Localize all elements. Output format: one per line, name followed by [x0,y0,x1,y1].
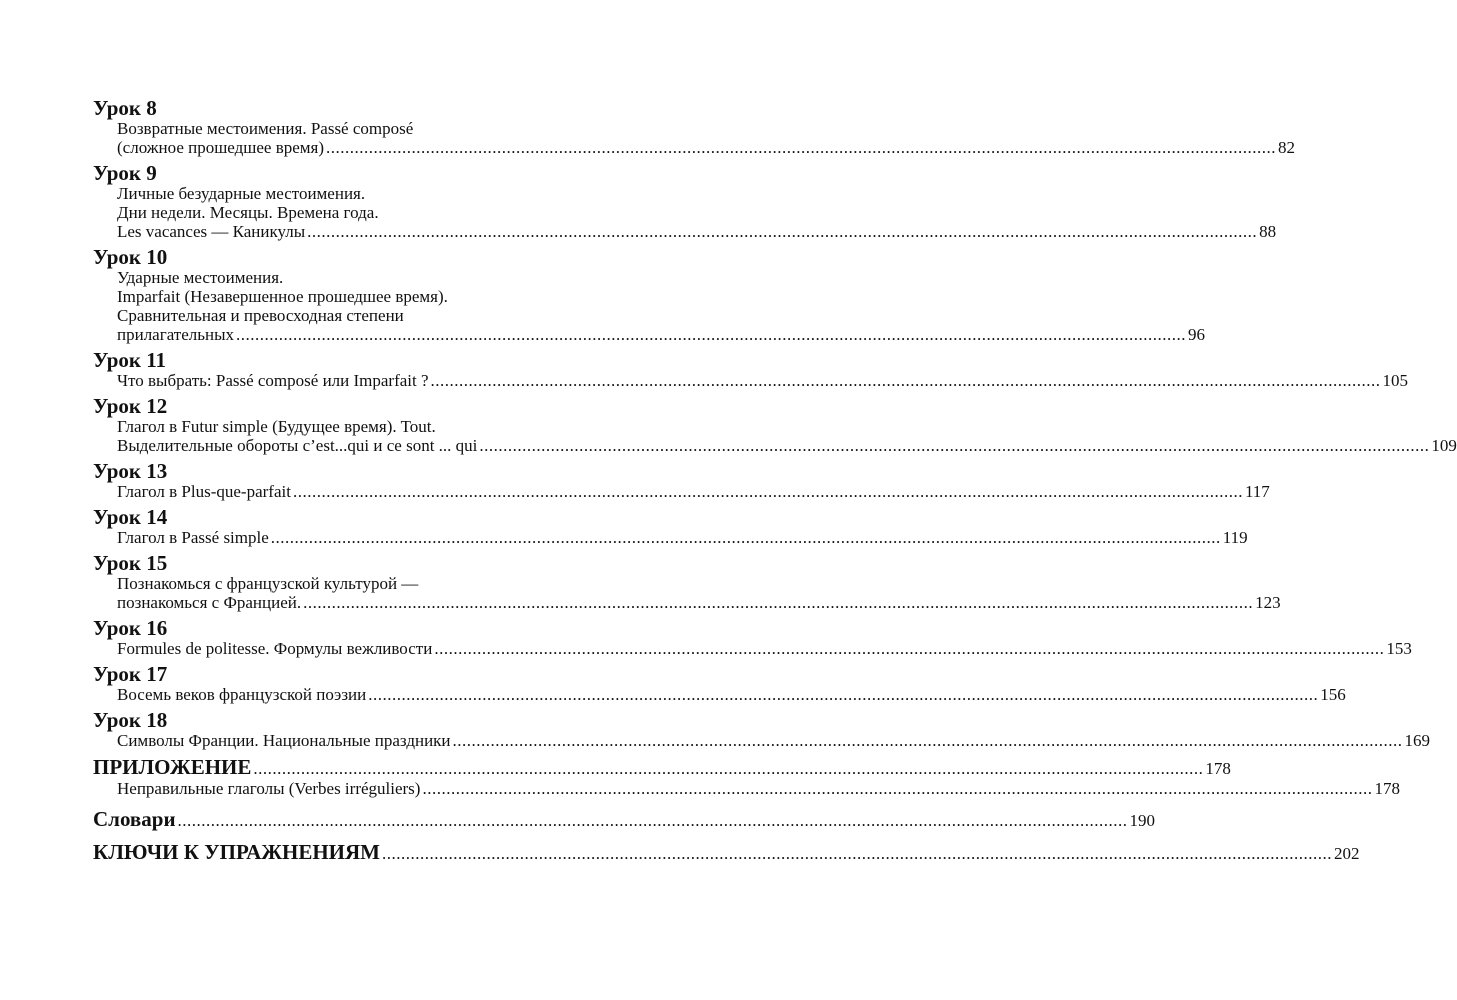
lesson-entry [93,459,1270,501]
lesson-topic-line: Познакомься с французской культурой — [117,574,419,593]
leader-dots: ........................................................................................................................................................................................................ [479,436,1430,455]
keys-row [93,840,1360,864]
leader-dots: ........................................................................................................................................................................................................ [326,138,1277,157]
leader-dots: ........................................................................................................................................................................................................ [307,222,1258,241]
appendix-sub-page: 178 [1374,779,1400,798]
lesson-topic-text: Восемь веков французской поэзии [117,685,367,704]
lesson-topic-text: Les vacances — Каникулы [117,222,306,241]
lesson-topic-text: познакомься с Францией. [117,593,302,612]
lesson-topic-last-line [93,685,1346,704]
lesson-title: Урок 12 [93,394,168,418]
page-number: 117 [1244,482,1270,501]
lesson-entry [93,161,1277,241]
lesson-title: Урок 9 [93,161,157,185]
lesson-title: Урок 11 [93,348,167,372]
appendix-section [93,755,1400,798]
lesson-topic-last-line [93,436,1457,455]
appendix-sub-entry [93,779,1400,798]
table-of-contents [93,96,1457,869]
lesson-title: Урок 13 [93,459,168,483]
lesson-topic-line: Imparfait (Незавершенное прошедшее время). [117,287,448,306]
lesson-topic-line: Дни недели. Месяцы. Времена года. [117,203,379,222]
appendix-row [93,755,1231,779]
lesson-topic-last-line [93,731,1431,750]
leader-dots: ........................................................................................................................................................................................................ [422,779,1373,798]
page-number: 153 [1386,639,1412,658]
lesson-topic-line: Ударные местоимения. [117,268,284,287]
appendix-page: 178 [1205,759,1231,778]
lesson-entry [93,394,1457,455]
lessons-list [93,96,1457,750]
lesson-topic-text: Выделительные обороты c’est...qui и ce sont ... qui [117,436,478,455]
lesson-title: Урок 18 [93,708,168,732]
lesson-topic-last-line [93,371,1409,390]
lesson-topic-last-line [93,482,1270,501]
lesson-topic-text: (сложное прошедшее время) [117,138,325,157]
lesson-topic-last-line [93,138,1296,157]
leader-dots: ........................................................................................................................................................................................................ [236,325,1187,344]
dictionaries-section [93,807,1156,831]
appendix-title: ПРИЛОЖЕНИЕ [93,755,252,779]
dictionaries-title: Словари [93,807,176,831]
dictionaries-page: 190 [1129,811,1156,830]
lesson-title: Урок 16 [93,616,168,640]
leader-dots: ........................................................................................................................................................................................................ [177,811,1128,830]
page-number: 123 [1255,593,1281,612]
lesson-topic-last-line [93,222,1277,241]
lesson-topic-text: Символы Франции. Национальные праздники [117,731,451,750]
leader-dots: ........................................................................................................................................................................................................ [292,482,1243,501]
lesson-title: Урок 8 [93,96,157,120]
lesson-title: Урок 10 [93,245,168,269]
lesson-title: Урок 14 [93,505,168,529]
appendix-sub-title: Неправильные глаголы (Verbes irréguliers) [117,779,421,798]
lesson-topic-line: Сравнительная и превосходная степени [117,306,404,325]
keys-title: КЛЮЧИ К УПРАЖНЕНИЯМ [93,840,381,864]
lesson-topic-line: Возвратные местоимения. Passé composé [117,119,414,138]
lesson-topic-last-line [93,639,1412,658]
lesson-topic-text: прилагательных [117,325,235,344]
lesson-entry [93,551,1281,612]
keys-section [93,840,1360,864]
page-number: 105 [1382,371,1409,390]
lesson-entry [93,662,1346,704]
leader-dots: ........................................................................................................................................................................................................ [430,371,1381,390]
page-number: 96 [1188,325,1206,344]
lesson-topic-text: Глагол в Plus-que-parfait [117,482,291,501]
leader-dots: ........................................................................................................................................................................................................ [253,759,1204,778]
leader-dots: ........................................................................................................................................................................................................ [434,639,1385,658]
dictionaries-row [93,807,1156,831]
lesson-topic-last-line [93,593,1281,612]
lesson-entry [93,505,1248,547]
page-number: 156 [1320,685,1346,704]
lesson-topic-text: Что выбрать: Passé composé или Imparfait ? [117,371,429,390]
lesson-title: Урок 15 [93,551,168,575]
page-number: 109 [1431,436,1457,455]
lesson-title: Урок 17 [93,662,168,686]
lesson-topic-last-line [93,325,1206,344]
lesson-topic-line: Личные безударные местоимения. [117,184,366,203]
lesson-topic-last-line [93,528,1248,547]
leader-dots: ........................................................................................................................................................................................................ [270,528,1221,547]
lesson-topic-text: Глагол в Passé simple [117,528,269,547]
leader-dots: ........................................................................................................................................................................................................ [452,731,1403,750]
leader-dots: ........................................................................................................................................................................................................ [368,685,1319,704]
page-number: 82 [1278,138,1296,157]
lesson-entry [93,348,1409,390]
keys-page: 202 [1334,844,1360,863]
leader-dots: ........................................................................................................................................................................................................ [382,844,1333,863]
page-number: 169 [1404,731,1431,750]
lesson-entry [93,616,1412,658]
lesson-entry [93,245,1206,344]
lesson-entry [93,708,1431,750]
page-number: 88 [1259,222,1277,241]
lesson-topic-text: Formules de politesse. Формулы вежливости [117,639,433,658]
lesson-topic-line: Глагол в Futur simple (Будущее время). Tout. [117,417,436,436]
lesson-entry [93,96,1296,157]
leader-dots: ........................................................................................................................................................................................................ [303,593,1254,612]
page-number: 119 [1222,528,1248,547]
